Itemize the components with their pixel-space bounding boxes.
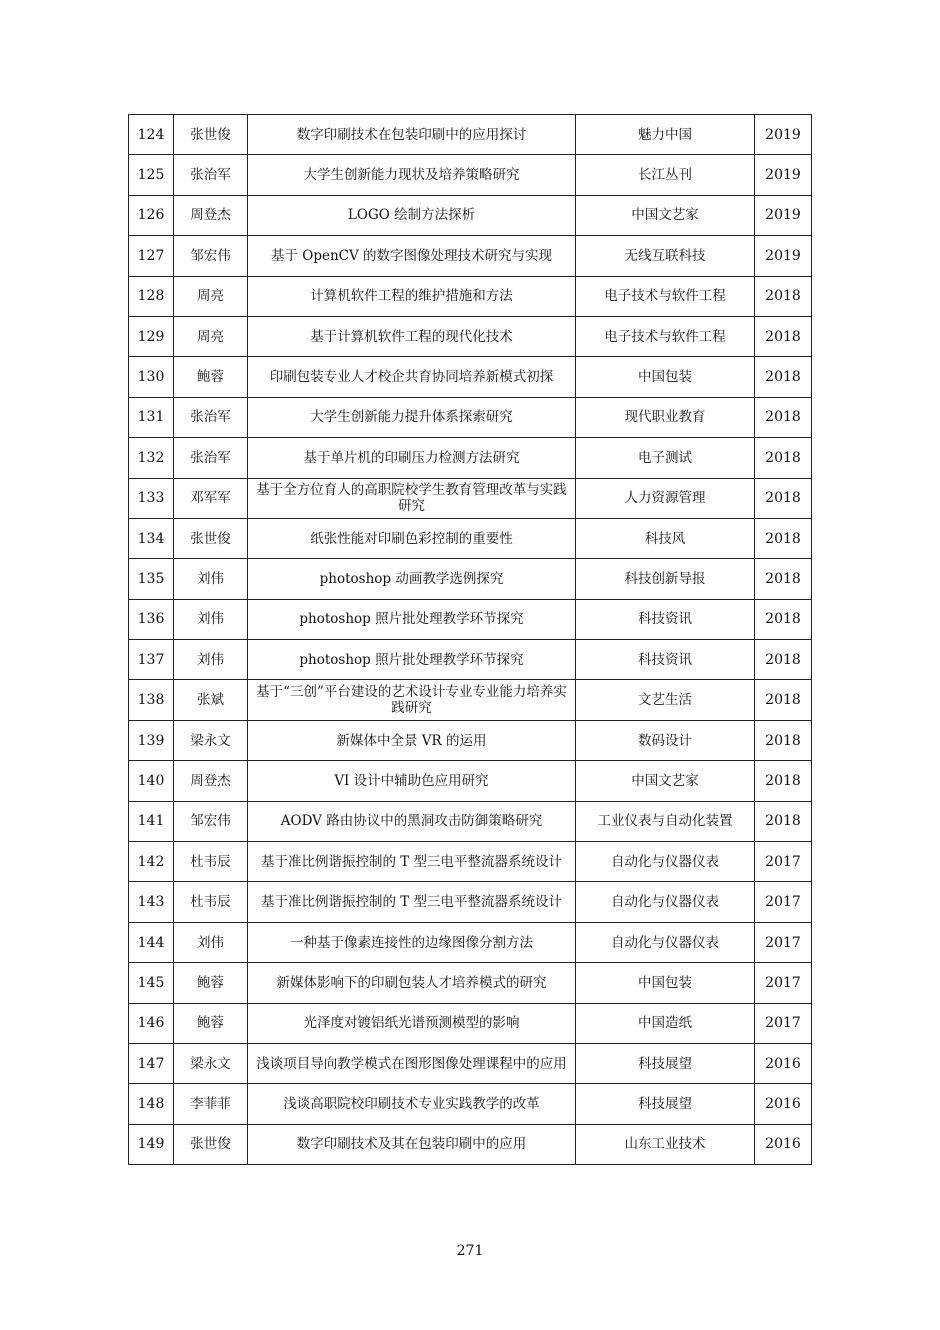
journal-cell: 中国造纸 — [576, 1003, 755, 1043]
author-cell: 周登杰 — [174, 761, 248, 801]
table-row — [129, 761, 812, 801]
paper-title-cell: 新媒体中全景 VR 的运用 — [248, 720, 576, 760]
paper-title-cell: LOGO 绘制方法探析 — [248, 195, 576, 235]
author-cell: 鲍蓉 — [174, 963, 248, 1003]
table-row — [129, 922, 812, 962]
row-number-cell: 135 — [129, 559, 174, 599]
paper-title-cell: 一种基于像素连接性的边缘图像分割方法 — [248, 922, 576, 962]
paper-title-cell: 数字印刷技术在包装印刷中的应用探讨 — [248, 115, 576, 155]
row-number-cell: 137 — [129, 640, 174, 680]
year-cell: 2017 — [755, 882, 812, 922]
table-row — [129, 155, 812, 195]
journal-cell: 电子测试 — [576, 438, 755, 478]
author-cell: 邹宏伟 — [174, 236, 248, 276]
paper-title-cell: 基于 OpenCV 的数字图像处理技术研究与实现 — [248, 236, 576, 276]
paper-title-cell: 光泽度对镀铝纸光谱预测模型的影响 — [248, 1003, 576, 1043]
year-cell: 2018 — [755, 438, 812, 478]
publications-table — [128, 114, 812, 1165]
table-row — [129, 115, 812, 155]
row-number-cell: 130 — [129, 357, 174, 397]
author-cell: 刘伟 — [174, 599, 248, 639]
publications-table-body — [129, 115, 812, 1165]
row-number-cell: 132 — [129, 438, 174, 478]
table-row — [129, 599, 812, 639]
journal-cell: 人力资源管理 — [576, 478, 755, 518]
paper-title-cell: 数字印刷技术及其在包装印刷中的应用 — [248, 1124, 576, 1164]
table-row — [129, 842, 812, 882]
year-cell: 2018 — [755, 599, 812, 639]
journal-cell: 数码设计 — [576, 720, 755, 760]
year-cell: 2018 — [755, 397, 812, 437]
table-row — [129, 236, 812, 276]
journal-cell: 魅力中国 — [576, 115, 755, 155]
journal-cell: 长江丛刊 — [576, 155, 755, 195]
author-cell: 梁永文 — [174, 720, 248, 760]
journal-cell: 科技创新导报 — [576, 559, 755, 599]
paper-title-cell: 新媒体影响下的印刷包装人才培养模式的研究 — [248, 963, 576, 1003]
paper-title-cell: photoshop 照片批处理教学环节探究 — [248, 640, 576, 680]
year-cell: 2016 — [755, 1084, 812, 1124]
row-number-cell: 148 — [129, 1084, 174, 1124]
table-row — [129, 276, 812, 316]
author-cell: 刘伟 — [174, 559, 248, 599]
row-number-cell: 144 — [129, 922, 174, 962]
journal-cell: 科技展望 — [576, 1084, 755, 1124]
author-cell: 张治军 — [174, 438, 248, 478]
journal-cell: 自动化与仪器仪表 — [576, 922, 755, 962]
paper-title-cell: photoshop 照片批处理教学环节探究 — [248, 599, 576, 639]
table-row — [129, 397, 812, 437]
year-cell: 2019 — [755, 236, 812, 276]
year-cell: 2018 — [755, 761, 812, 801]
table-row — [129, 195, 812, 235]
paper-title-cell: 浅谈项目导向教学模式在图形图像处理课程中的应用 — [248, 1043, 576, 1083]
row-number-cell: 142 — [129, 842, 174, 882]
table-row — [129, 680, 812, 720]
row-number-cell: 149 — [129, 1124, 174, 1164]
year-cell: 2018 — [755, 357, 812, 397]
table-row — [129, 438, 812, 478]
table-row — [129, 316, 812, 356]
table-row — [129, 720, 812, 760]
year-cell: 2018 — [755, 316, 812, 356]
row-number-cell: 133 — [129, 478, 174, 518]
year-cell: 2017 — [755, 922, 812, 962]
author-cell: 李菲菲 — [174, 1084, 248, 1124]
author-cell: 张世俊 — [174, 518, 248, 558]
year-cell: 2019 — [755, 155, 812, 195]
journal-cell: 电子技术与软件工程 — [576, 276, 755, 316]
author-cell: 邓军军 — [174, 478, 248, 518]
year-cell: 2018 — [755, 276, 812, 316]
row-number-cell: 146 — [129, 1003, 174, 1043]
table-row — [129, 882, 812, 922]
row-number-cell: 147 — [129, 1043, 174, 1083]
table-row — [129, 963, 812, 1003]
table-row — [129, 801, 812, 841]
row-number-cell: 131 — [129, 397, 174, 437]
paper-title-cell: 基于单片机的印刷压力检测方法研究 — [248, 438, 576, 478]
journal-cell: 文艺生活 — [576, 680, 755, 720]
journal-cell: 自动化与仪器仪表 — [576, 882, 755, 922]
journal-cell: 科技资讯 — [576, 640, 755, 680]
row-number-cell: 134 — [129, 518, 174, 558]
table-row — [129, 1124, 812, 1164]
year-cell: 2018 — [755, 640, 812, 680]
journal-cell: 科技资讯 — [576, 599, 755, 639]
journal-cell: 山东工业技术 — [576, 1124, 755, 1164]
author-cell: 刘伟 — [174, 922, 248, 962]
table-row — [129, 1043, 812, 1083]
author-cell: 杜韦辰 — [174, 842, 248, 882]
author-cell: 刘伟 — [174, 640, 248, 680]
author-cell: 张斌 — [174, 680, 248, 720]
journal-cell: 工业仪表与自动化装置 — [576, 801, 755, 841]
table-row — [129, 478, 812, 518]
journal-cell: 自动化与仪器仪表 — [576, 842, 755, 882]
year-cell: 2018 — [755, 478, 812, 518]
paper-title-cell: VI 设计中辅助色应用研究 — [248, 761, 576, 801]
author-cell: 周亮 — [174, 276, 248, 316]
year-cell: 2016 — [755, 1043, 812, 1083]
author-cell: 杜韦辰 — [174, 882, 248, 922]
journal-cell: 现代职业教育 — [576, 397, 755, 437]
journal-cell: 电子技术与软件工程 — [576, 316, 755, 356]
paper-title-cell: 纸张性能对印刷色彩控制的重要性 — [248, 518, 576, 558]
row-number-cell: 141 — [129, 801, 174, 841]
journal-cell: 科技展望 — [576, 1043, 755, 1083]
author-cell: 邹宏伟 — [174, 801, 248, 841]
year-cell: 2018 — [755, 559, 812, 599]
table-row — [129, 357, 812, 397]
author-cell: 周登杰 — [174, 195, 248, 235]
year-cell: 2016 — [755, 1124, 812, 1164]
paper-title-cell: 浅谈高职院校印刷技术专业实践教学的改革 — [248, 1084, 576, 1124]
year-cell: 2017 — [755, 1003, 812, 1043]
row-number-cell: 140 — [129, 761, 174, 801]
row-number-cell: 143 — [129, 882, 174, 922]
paper-title-cell: 基于准比例谐振控制的 T 型三电平整流器系统设计 — [248, 842, 576, 882]
table-row — [129, 1084, 812, 1124]
paper-title-cell: 基于准比例谐振控制的 T 型三电平整流器系统设计 — [248, 882, 576, 922]
paper-title-cell: AODV 路由协议中的黑洞攻击防御策略研究 — [248, 801, 576, 841]
paper-title-cell: 大学生创新能力提升体系探索研究 — [248, 397, 576, 437]
paper-title-cell: 基于计算机软件工程的现代化技术 — [248, 316, 576, 356]
paper-title-cell: 计算机软件工程的维护措施和方法 — [248, 276, 576, 316]
author-cell: 梁永文 — [174, 1043, 248, 1083]
year-cell: 2018 — [755, 801, 812, 841]
year-cell: 2019 — [755, 115, 812, 155]
author-cell: 张世俊 — [174, 115, 248, 155]
year-cell: 2018 — [755, 518, 812, 558]
table-row — [129, 640, 812, 680]
year-cell: 2018 — [755, 720, 812, 760]
row-number-cell: 139 — [129, 720, 174, 760]
author-cell: 张治军 — [174, 397, 248, 437]
journal-cell: 中国包装 — [576, 357, 755, 397]
row-number-cell: 126 — [129, 195, 174, 235]
author-cell: 周亮 — [174, 316, 248, 356]
page-number: 271 — [456, 1243, 484, 1259]
author-cell: 鲍蓉 — [174, 357, 248, 397]
author-cell: 鲍蓉 — [174, 1003, 248, 1043]
row-number-cell: 125 — [129, 155, 174, 195]
row-number-cell: 124 — [129, 115, 174, 155]
journal-cell: 中国文艺家 — [576, 761, 755, 801]
paper-title-cell: 印刷包装专业人才校企共育协同培养新模式初探 — [248, 357, 576, 397]
table-row — [129, 518, 812, 558]
paper-title-cell: 基于“三创”平台建设的艺术设计专业专业能力培养实践研究 — [248, 680, 576, 720]
row-number-cell: 145 — [129, 963, 174, 1003]
year-cell: 2019 — [755, 195, 812, 235]
year-cell: 2017 — [755, 842, 812, 882]
row-number-cell: 129 — [129, 316, 174, 356]
row-number-cell: 136 — [129, 599, 174, 639]
journal-cell: 中国包装 — [576, 963, 755, 1003]
paper-title-cell: photoshop 动画教学选例探究 — [248, 559, 576, 599]
author-cell: 张治军 — [174, 155, 248, 195]
author-cell: 张世俊 — [174, 1124, 248, 1164]
table-row — [129, 1003, 812, 1043]
journal-cell: 科技风 — [576, 518, 755, 558]
paper-title-cell: 大学生创新能力现状及培养策略研究 — [248, 155, 576, 195]
table-row — [129, 559, 812, 599]
year-cell: 2017 — [755, 963, 812, 1003]
journal-cell: 中国文艺家 — [576, 195, 755, 235]
paper-title-cell: 基于全方位育人的高职院校学生教育管理改革与实践研究 — [248, 478, 576, 518]
row-number-cell: 127 — [129, 236, 174, 276]
row-number-cell: 138 — [129, 680, 174, 720]
year-cell: 2018 — [755, 680, 812, 720]
journal-cell: 无线互联科技 — [576, 236, 755, 276]
row-number-cell: 128 — [129, 276, 174, 316]
